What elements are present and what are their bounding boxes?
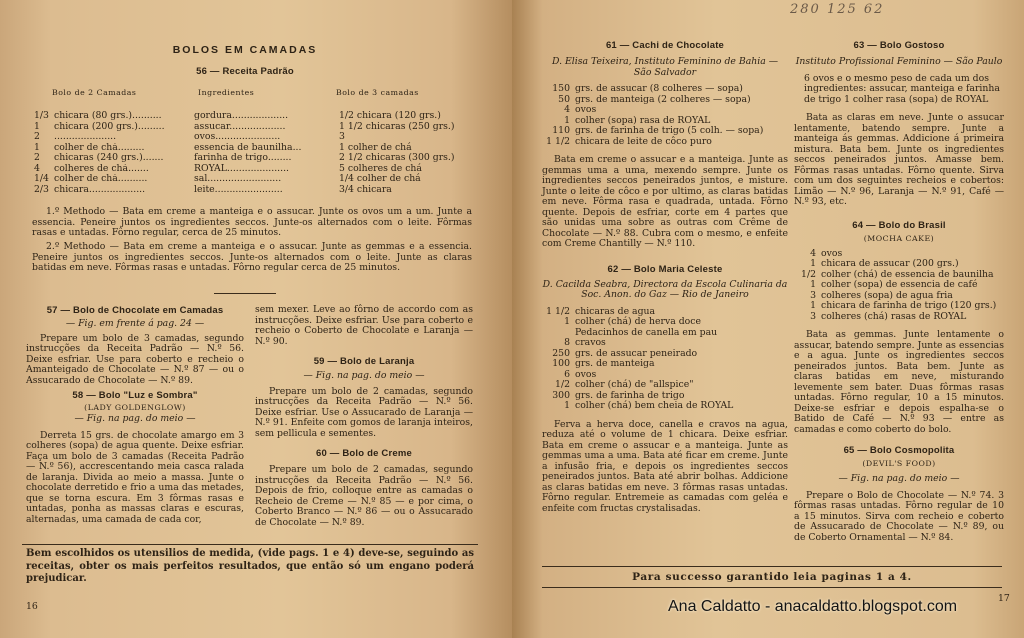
col-head-ingredients: Ingredientes bbox=[198, 88, 255, 97]
recipe-61-text: Bata em creme o assucar e a manteiga. Junte as gemmas uma a uma, mexendo sempre. Junte os ingredientes seccos peneirados juntos, e misture. Junte o leite de côco e por ultimo, as claras batidas em neve. Fôrma rasa e quadrada, untada. Fôrno quente. Depois de esfriar, corte em 4 partes que são unidas uma sobre as outras com Crême de Chocolate — N.º 88. Cubra com o mesmo, e enfeite com Creme Chantilly — N.º 110. bbox=[542, 154, 788, 249]
right-column-b bbox=[794, 40, 1004, 543]
list-item: 8 cravos bbox=[564, 337, 606, 348]
left-column bbox=[26, 305, 244, 525]
recipe-56-table bbox=[34, 111, 474, 195]
recipe-58-figure-ref: — Fig. na pag. do meio — bbox=[74, 413, 196, 424]
recipe-56-title: 56 — Receita Padrão bbox=[196, 66, 294, 77]
list-item: 1 chicara de farinha de trigo (120 grs.) bbox=[810, 300, 997, 311]
method-1: 1.º Methodo — Bata em creme a manteiga e o assucar. Junte os ovos um a um. Junte a essencia. Peneire juntos os ingredientes seccos. Junte-os alternados com o leite. Fôrmas rasas e untadas. Fôrno regular, cerca de 25 minutos. bbox=[32, 206, 472, 238]
list-item: 1/2 colher (chá) de "allspice" bbox=[555, 379, 694, 390]
col-head-3-layers: Bolo de 3 camadas bbox=[336, 88, 419, 97]
right-column bbox=[255, 305, 473, 528]
list-item: 1 colher (chá) de herva doce bbox=[564, 316, 701, 327]
recipe-65-subtitle: (DEVIL'S FOOD) bbox=[862, 459, 936, 468]
list-item: 250 grs. de assucar peneirado bbox=[552, 347, 698, 359]
recipe-63-ingredients: 6 ovos e o mesmo peso de cada um dos ingredientes: assucar, manteiga e farinha de trigo 1 colher rasa (sopa) de ROYAL bbox=[804, 72, 1000, 105]
list-item: 1 chicara de assucar (200 grs.) bbox=[810, 258, 959, 269]
recipe-62-ingredients bbox=[542, 307, 788, 412]
table-row: 1 chicara (200 grs.)......... assucar................... 1 1/2 chicaras (250 grs.) bbox=[34, 120, 455, 132]
table-row: 4 colheres de chá....... ROYAL..................... 5 colheres de chá bbox=[34, 162, 422, 174]
recipe-64-subtitle: (MOCHA CAKE) bbox=[863, 233, 935, 243]
list-item: Pedacinhos de canella em pau bbox=[575, 326, 718, 338]
recipe-61-ingredients bbox=[542, 84, 788, 147]
list-item: 50 grs. de manteiga (2 colheres — sopa) bbox=[558, 93, 751, 105]
list-item: 4 ovos bbox=[564, 104, 597, 115]
right-column-a bbox=[542, 40, 788, 514]
recipe-62-text: Ferva a herva doce, canella e cravos na agua, reduza até o volume de 1 chicara. Deixe esfriar. Bata em creme o assucar e a manteiga. Junte as gemmas uma a uma. Bata até ficar em creme. Junte a infusão fria, e depois os ingredientes seccos peneirados juntos. Bata até abrir bolhas. Addicione as claras batidas em neve. 3 fôrmas rasas untadas. Fôrno regular. Entremeie as camadas com geléa e enfeite com fructas crystalisadas. bbox=[542, 418, 788, 514]
recipe-65-title: 65 — Bolo Cosmopolita bbox=[843, 445, 955, 456]
recipe-64-ingredients bbox=[794, 249, 1004, 323]
method-2: 2.º Methodo — Bata em creme a manteiga e o assucar. Junte as gemmas e a essencia. Peneire juntos os ingredientes seccos. Junte-os alternados com o leite. Junte as claras batidas em neve. Fôrmas rasas e untadas. Fôrno regular cerca de 25 minutos. bbox=[32, 241, 472, 273]
table-row: 1/4 colher de chá.......... sal......................... 1/4 colher de chá bbox=[34, 173, 421, 184]
recipe-63-author: Instituto Profissional Feminino — São Paulo bbox=[795, 56, 1003, 67]
recipe-58-subtitle: (LADY GOLDENGLOW) bbox=[84, 403, 186, 412]
footer-rule-bottom bbox=[542, 587, 1002, 588]
list-item: 1 1/2 chicara de leite de côco puro bbox=[546, 135, 712, 147]
recipe-64-text: Bata as gemmas. Junte lentamente o assucar, batendo sempre. Junte as essencias e a agua. Junte os ingredientes seccos peneirados juntos. Bata bem. Junte as claras batidas em neve, misturando levemente sem bater. Duas fôrmas rasas untadas. Fôrno regular, 10 a 15 minutos. Deixe-se esfriar e depois espalha-se o Batido de Café — N.º 93 — entre as camadas e como coberto do bolo. bbox=[794, 329, 1004, 435]
recipe-61-title: 61 — Cachi de Chocolate bbox=[605, 40, 725, 51]
list-item: 4 ovos bbox=[810, 247, 843, 259]
watermark-text: Ana Caldatto - anacaldatto.blogspot.com bbox=[668, 598, 958, 615]
footer-rule-top bbox=[542, 566, 1002, 567]
recipe-62-title: 62 — Bolo Maria Celeste bbox=[607, 263, 723, 275]
list-item: 3 colheres (sopa) de agua fria bbox=[810, 289, 953, 301]
recipe-60-text: Prepare um bolo de 2 camadas, segundo instrucções da Receita Padrão — N.º 56. Depois de frio, colloque entre as camadas o Recheio de Creme — N.º 85 — e por cima, o Coberto Branco — N.º 86 — ou o Assucarado de Chocolate — N.º 89. bbox=[255, 464, 473, 528]
recipe-61-author: D. Elisa Teixeira, Instituto Feminino de Bahia — São Salvador bbox=[551, 56, 779, 78]
recipe-58-text: Derreta 15 grs. de chocolate amargo em 3 colheres (sopa) de agua quente. Deixe esfriar. Faça um bolo de 3 camadas (Receita Padrão — N.º 56), accrescentando meia casca ralada de laranja. Divida ao meio a massa. Junte o chocolate derretido e frio a uma das metades, que se torna escura. Em 3 fôrmas rasas e untadas, ponha as massas claras e escuras, alternadas, uma camada de cada cor, bbox=[26, 429, 244, 525]
list-item: 1 colher (sopa) rasa de ROYAL bbox=[564, 114, 711, 126]
right-page-number: 17 bbox=[998, 593, 1010, 604]
list-item: 150 grs. de assucar (8 colheres — sopa) bbox=[552, 83, 743, 94]
list-item: 100 grs. de manteiga bbox=[552, 358, 655, 369]
list-item: 300 grs. de farinha de trigo bbox=[552, 389, 685, 401]
recipe-59-figure-ref: — Fig. na pag. do meio — bbox=[303, 370, 425, 381]
handwritten-note: 280 125 62 bbox=[790, 2, 885, 17]
list-item: 3 colheres (chá) rasas de ROYAL bbox=[810, 310, 967, 322]
recipe-63-title: 63 — Bolo Gostoso bbox=[853, 40, 945, 51]
recipe-60-title: 60 — Bolo de Creme bbox=[316, 448, 412, 459]
table-row: 2 chicaras (240 grs.)....... farinha de trigo........ 2 1/2 chicaras (300 grs.) bbox=[34, 152, 455, 163]
recipe-57-title: 57 — Bolo de Chocolate em Camadas bbox=[46, 305, 224, 316]
right-footer-note: Para successo garantido leia paginas 1 a 4. bbox=[632, 571, 912, 583]
left-footer-note: Bem escolhidos os utensilios de medida, (vide pags. 1 e 4) deve-se, seguindo as receitas, obter os mais perfeitos resultados, que então só um engano poderá prejudicar. bbox=[26, 548, 474, 584]
recipe-62-author: D. Cacilda Seabra, Directora da Escola Culinaria da Soc. Anon. do Gaz — Rio de Janeiro bbox=[542, 278, 788, 300]
recipe-57-figure-ref: — Fig. em frente á pag. 24 — bbox=[65, 318, 205, 329]
recipe-59-title: 59 — Bolo de Laranja bbox=[313, 356, 415, 367]
table-row: 1 colher de chá......... essencia de baunilha... 1 colher de chá bbox=[34, 141, 412, 153]
section-divider bbox=[214, 293, 276, 294]
recipe-58-title: 58 — Bolo "Luz e Sombra" bbox=[72, 390, 198, 401]
list-item: 110 grs. de farinha de trigo (5 colh. — sopa) bbox=[552, 125, 764, 136]
table-row: 2 ..................... ovos...................... 3 bbox=[34, 131, 345, 142]
table-row: 2/3 chicara................... leite....................... 3/4 chicara bbox=[34, 183, 392, 195]
recipe-57-text: Prepare um bolo de 3 camadas, segundo instrucções da Receita Padrão — N.º 56. Deixe esfriar. Use para coberto e recheio o Amanteigado de Chocolate — N.º 87 — ou o Assucarado de Chocolate — N.º 89. bbox=[26, 332, 244, 386]
recipe-63-text: Bata as claras em neve. Junte o assucar lentamente, batendo sempre. Junte a manteiga ás gemmas. Addicione á primeira mistura. Bata bem. Junte os ingredientes seccos peneirados juntos. Amasse bem. Fôrmas rasas untadas. Fôrno quente. Sirva com um dos seguintes recheios e cobertos: Limão — N.º 96, Laranja — N.º 91, Café — N.º 93, etc. bbox=[794, 112, 1004, 207]
list-item: 1 colher (chá) bem cheia de ROYAL bbox=[564, 400, 734, 411]
col-head-2-layers: Bolo de 2 Camadas bbox=[52, 88, 137, 97]
list-item: 6 ovos bbox=[564, 368, 597, 380]
left-page-number: 16 bbox=[26, 601, 38, 612]
table-row: 1/3 chicara (80 grs.).......... gordura................... 1/2 chicara (120 grs.) bbox=[34, 110, 441, 121]
list-item: 1 colher (sopa) de essencia de café bbox=[810, 279, 978, 290]
footer-rule bbox=[22, 544, 478, 545]
recipe-65-figure-ref: — Fig. na pag. do meio — bbox=[838, 473, 960, 484]
recipe-59-text: Prepare um bolo de 2 camadas, segundo instrucções da Receita Padrão — N.º 56. Deixe esfriar. Use o Assucarado de Laranja — N.º 91. Enfeite com gomos de laranja inteiros, sem pellicula e sementes. bbox=[255, 385, 473, 439]
recipe-58-continuation: sem mexer. Leve ao fôrno de accordo com as instrucções. Deixe esfriar. Use para coberto e recheio o Coberto de Chocolate e Laranja — N.º 90. bbox=[255, 304, 473, 347]
list-item: 1/2 colher (chá) de essencia de baunilha bbox=[801, 268, 994, 280]
list-item: 1 1/2 chicaras de agua bbox=[546, 305, 656, 317]
section-title: BOLOS EM CAMADAS bbox=[172, 44, 318, 56]
recipe-65-text: Prepare o Bolo de Chocolate — N.º 74. 3 fôrmas rasas untadas. Fôrno regular de 10 a 15 minutos. Sirva com recheio e coberto de Assucarado de Chocolate — N.º 89, ou de Coberto Ornamental — N.º 84. bbox=[794, 489, 1004, 543]
recipe-64-title: 64 — Bolo do Brasil bbox=[852, 219, 946, 231]
right-page bbox=[512, 0, 1024, 638]
